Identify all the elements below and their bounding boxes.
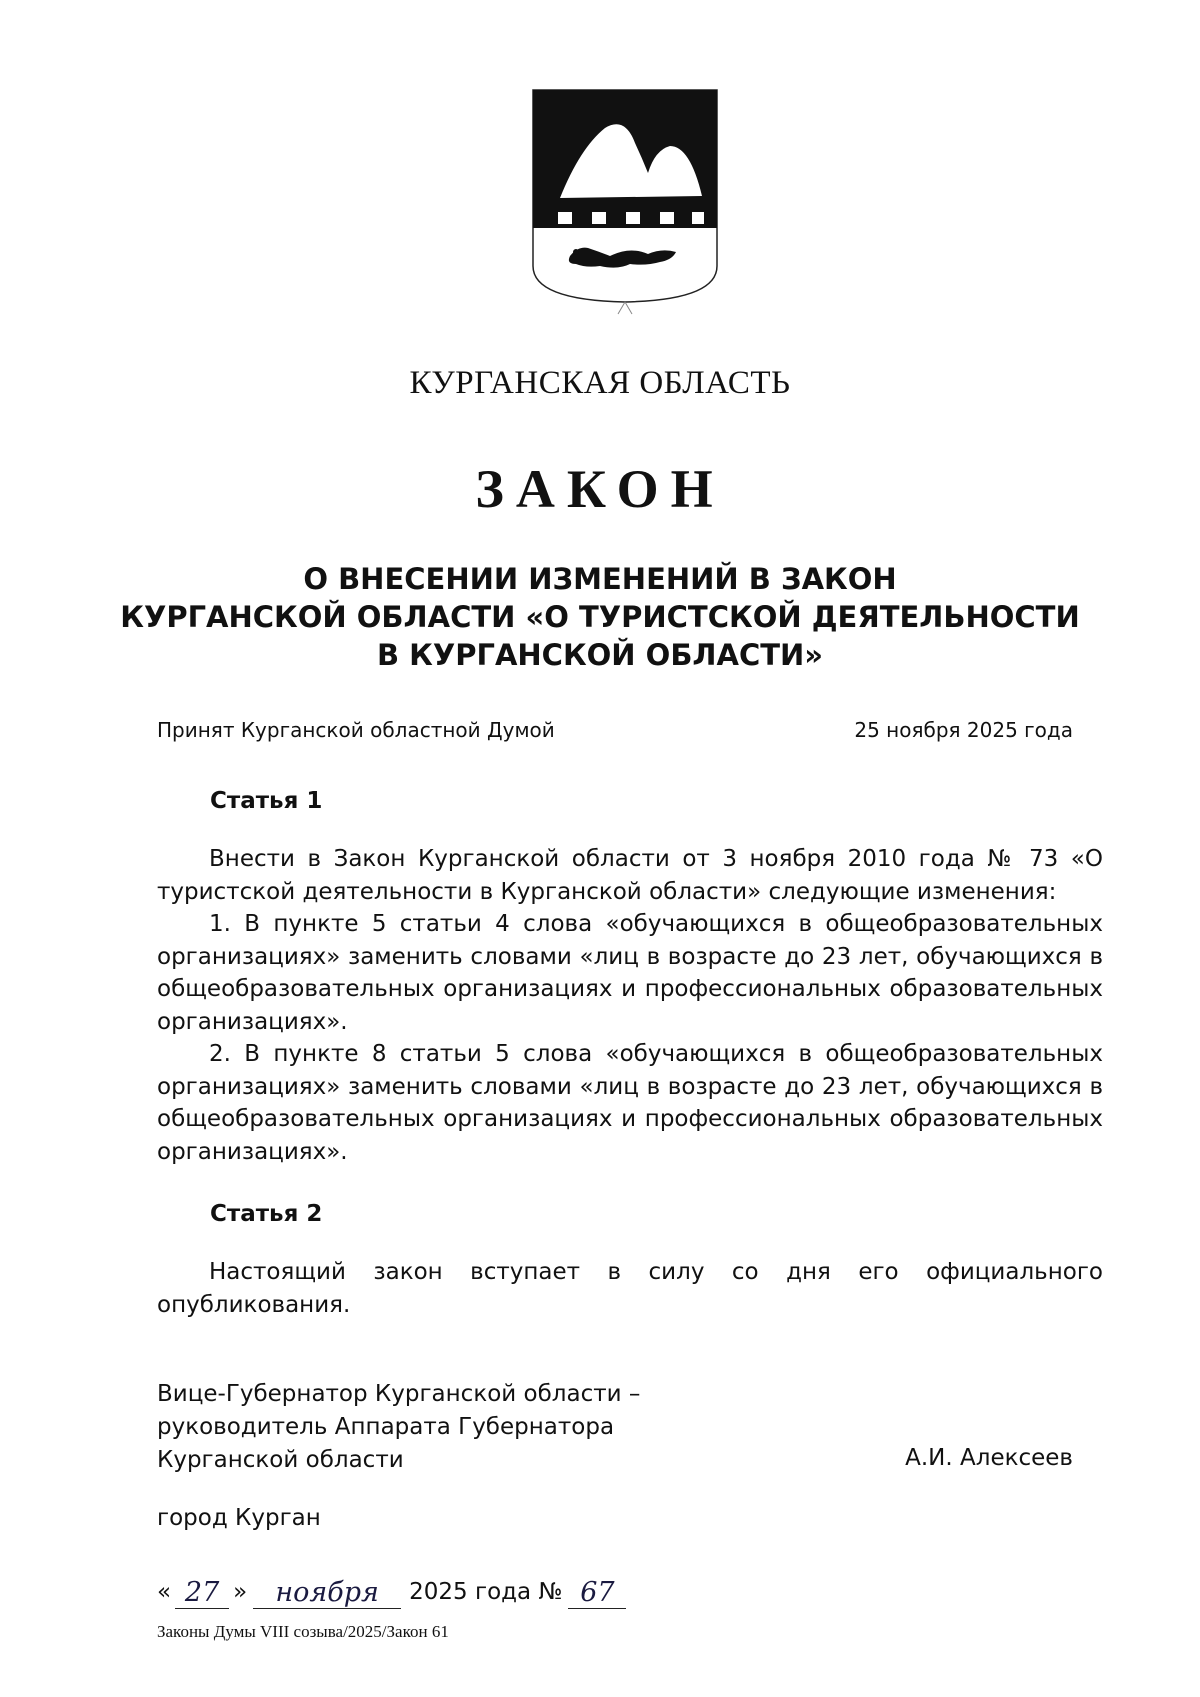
article-1-intro: Внести в Закон Курганской области от 3 ноября 2010 года № 73 «О туристской деятельности в Курганской области» следующие изменения: bbox=[157, 846, 1103, 905]
signatory-position-line-1: Вице-Губернатор Курганской области – bbox=[157, 1381, 641, 1407]
handwritten-law-number: 67 bbox=[568, 1578, 626, 1609]
signatory-name: А.И. Алексеев bbox=[905, 1445, 1073, 1471]
date-close-quote: » bbox=[233, 1579, 248, 1605]
place-of-signing: город Курган bbox=[157, 1505, 321, 1531]
law-title bbox=[0, 560, 1200, 674]
coat-of-arms-icon bbox=[530, 88, 720, 320]
signatory-position-line-2: руководитель Аппарата Губернатора bbox=[157, 1414, 615, 1440]
adoption-date: 25 ноября 2025 года bbox=[854, 718, 1073, 742]
handwritten-day: 27 bbox=[175, 1578, 229, 1609]
year-and-number-label: 2025 года № bbox=[409, 1579, 563, 1605]
article-1-item-1: 1. В пункте 5 статьи 4 слова «обучающихся в общеобразовательных организациях» заменить словами «лиц в возрасте до 23 лет, обучающихся в общеобразовательных организациях и профессиональных образовательных организациях». bbox=[157, 911, 1103, 1035]
adopted-by: Принят Курганской областной Думой bbox=[157, 718, 555, 742]
signatory-position bbox=[157, 1378, 640, 1477]
adoption-line bbox=[157, 714, 1073, 747]
article-1-heading: Статья 1 bbox=[210, 788, 323, 814]
region-name: КУРГАНСКАЯ ОБЛАСТЬ bbox=[409, 365, 791, 401]
document-type: ЗАКОН bbox=[475, 459, 725, 519]
article-2-text: Настоящий закон вступает в силу со дня его официального опубликования. bbox=[157, 1259, 1103, 1318]
law-title-line-3: В КУРГАНСКОЙ ОБЛАСТИ» bbox=[376, 638, 824, 672]
law-title-line-1: О ВНЕСЕНИИ ИЗМЕНЕНИЙ В ЗАКОН bbox=[303, 562, 897, 596]
law-title-line-2: КУРГАНСКОЙ ОБЛАСТИ «О ТУРИСТСКОЙ ДЕЯТЕЛЬНОСТИ bbox=[120, 600, 1080, 634]
article-2-heading: Статья 2 bbox=[210, 1201, 323, 1227]
signatory-position-line-3: Курганской области bbox=[157, 1447, 404, 1473]
signing-date-line bbox=[157, 1576, 626, 1609]
article-1-item-2: 2. В пункте 8 статьи 5 слова «обучающихся в общеобразовательных организациях» заменить словами «лиц в возрасте до 23 лет, обучающихся в общеобразовательных организациях и профессиональных образовательных организациях». bbox=[157, 1041, 1103, 1165]
footer-reference: Законы Думы VIII созыва/2025/Закон 61 bbox=[157, 1622, 449, 1641]
date-open-quote: « bbox=[157, 1579, 172, 1605]
handwritten-month: ноября bbox=[253, 1578, 401, 1609]
